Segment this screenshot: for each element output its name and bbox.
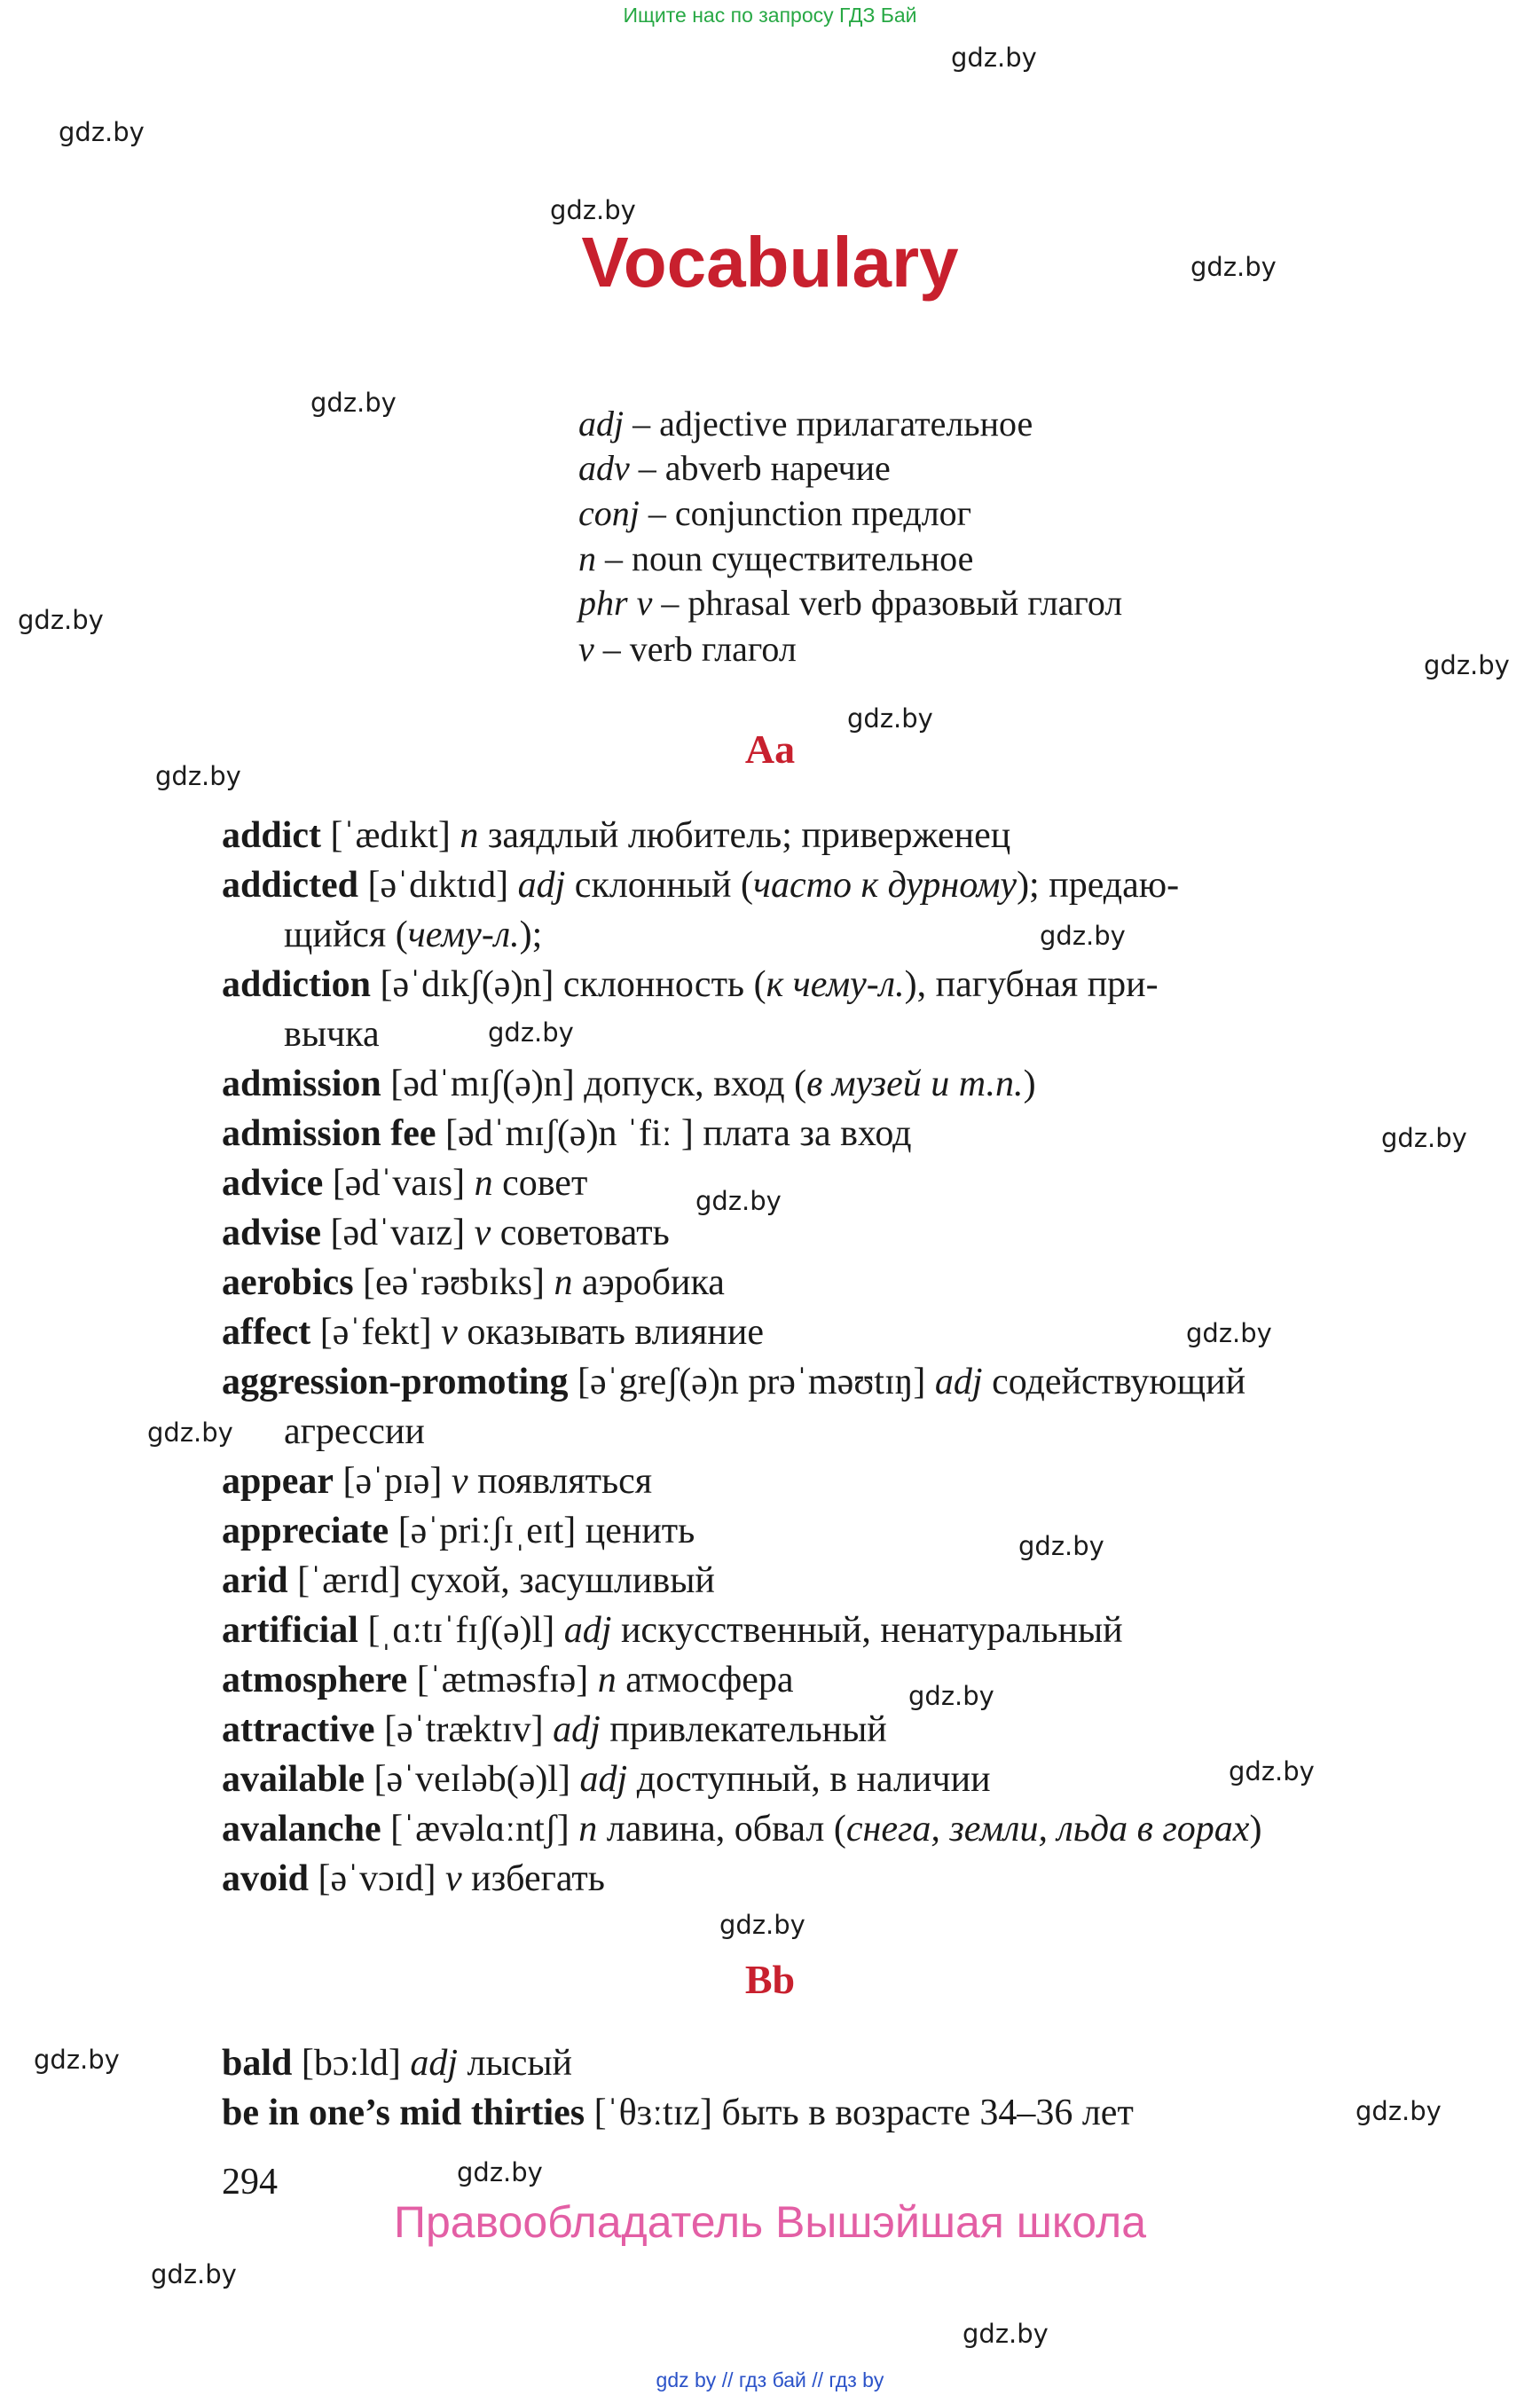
entry: bald [bɔːld] adj лысый <box>222 2043 573 2084</box>
watermark: gdz.by <box>59 117 145 147</box>
watermark: gdz.by <box>18 605 104 635</box>
entry: artificial [ˌɑːtɪˈfɪʃ(ə)l] adj искусственный, ненатуральный <box>222 1610 1123 1651</box>
entry: appear [əˈpɪə] v появляться <box>222 1461 653 1502</box>
abbreviation-item: n – noun существительное <box>578 538 974 578</box>
watermark: gdz.by <box>550 195 636 225</box>
entry: advise [ədˈvaɪz] v советовать <box>222 1213 670 1253</box>
abbreviation-item: adj – adjective прилагательное <box>578 404 1033 444</box>
abbreviation-item: phr v – phrasal verb фразовый глагол <box>578 583 1123 623</box>
entry: addict [ˈædɪkt] n заядлый любитель; приверженец <box>222 815 1011 856</box>
footer-links[interactable]: gdz by // гдз бай // гдз by <box>656 2368 884 2391</box>
abbreviation-item: conj – conjunction предлог <box>578 493 972 533</box>
entry: atmosphere [ˈætməsfɪə] n атмосфера <box>222 1660 794 1700</box>
entry: aerobics [eəˈrəʊbɪks] n аэробика <box>222 1262 725 1303</box>
watermark: gdz.by <box>1424 650 1510 680</box>
watermark: gdz.by <box>1018 1531 1104 1561</box>
entry: addiction [əˈdɪkʃ(ə)n] склонность (к чему-л.), пагубная при- вычка <box>222 964 1159 1055</box>
abbreviation-item: adv – abverb наречие <box>578 448 891 488</box>
watermark: gdz.by <box>1040 921 1126 951</box>
entry: attractive [əˈtræktɪv] adj привлекательный <box>222 1709 887 1750</box>
watermark: gdz.by <box>310 388 397 418</box>
entry: appreciate [əˈpriːʃɪˌeɪt] ценить <box>222 1511 695 1551</box>
entry: avalanche [ˈævəlɑːntʃ] n лавина, обвал (снега, земли, льда в горах) <box>222 1809 1262 1849</box>
entry: arid [ˈærɪd] сухой, засушливый <box>222 1560 715 1601</box>
watermark: gdz.by <box>1355 2096 1442 2126</box>
watermark: gdz.by <box>1381 1123 1467 1153</box>
entry: be in one’s mid thirties [ˈθɜːtɪz] быть в возрасте 34–36 лет <box>222 2093 1134 2133</box>
watermark: gdz.by <box>147 1417 233 1448</box>
page-title: Vocabulary <box>581 223 959 302</box>
entry: addicted [əˈdɪktɪd] adj склонный (часто к дурному); предаю- щийся (чему-л.); <box>222 865 1180 955</box>
watermark: gdz.by <box>695 1186 782 1216</box>
page-number: 294 <box>222 2162 278 2203</box>
watermark: gdz.by <box>1229 1756 1315 1787</box>
watermark: gdz.by <box>951 43 1037 73</box>
section-heading-a: Aa <box>744 726 796 772</box>
abbreviation-item: v – verb глагол <box>578 629 797 669</box>
entry: aggression-promoting [əˈgreʃ(ə)n prəˈməʊtɪŋ] adj содействующий агрессии <box>222 1362 1246 1452</box>
entry: admission [ədˈmɪʃ(ə)n] допуск, вход (в музей и т.п.) <box>222 1064 1036 1104</box>
watermark: gdz.by <box>1190 252 1277 282</box>
entry: available [əˈveɪləb(ə)l] adj доступный, в наличии <box>222 1759 991 1800</box>
watermark: gdz.by <box>1186 1318 1272 1348</box>
watermark: gdz.by <box>908 1681 994 1711</box>
watermark: gdz.by <box>847 703 933 734</box>
rights-holder: Правообладатель Вышэйшая школа <box>394 2197 1146 2247</box>
entry: admission fee [ədˈmɪʃ(ə)n ˈfiː ] плата за вход <box>222 1113 912 1154</box>
entry: avoid [əˈvɔɪd] v избегать <box>222 1858 605 1899</box>
watermark: gdz.by <box>488 1017 574 1048</box>
section-heading-b: Bb <box>744 1957 796 2002</box>
entry: advice [ədˈvaɪs] n совет <box>222 1163 588 1204</box>
watermark: gdz.by <box>962 2319 1049 2349</box>
top-banner: Ищите нас по запросу ГДЗ Бай <box>623 4 917 27</box>
watermark: gdz.by <box>719 1910 805 1940</box>
watermark: gdz.by <box>155 761 241 791</box>
entry: affect [əˈfekt] v оказывать влияние <box>222 1312 764 1353</box>
watermark: gdz.by <box>457 2157 543 2187</box>
watermark: gdz.by <box>34 2045 120 2075</box>
watermark: gdz.by <box>151 2259 237 2289</box>
